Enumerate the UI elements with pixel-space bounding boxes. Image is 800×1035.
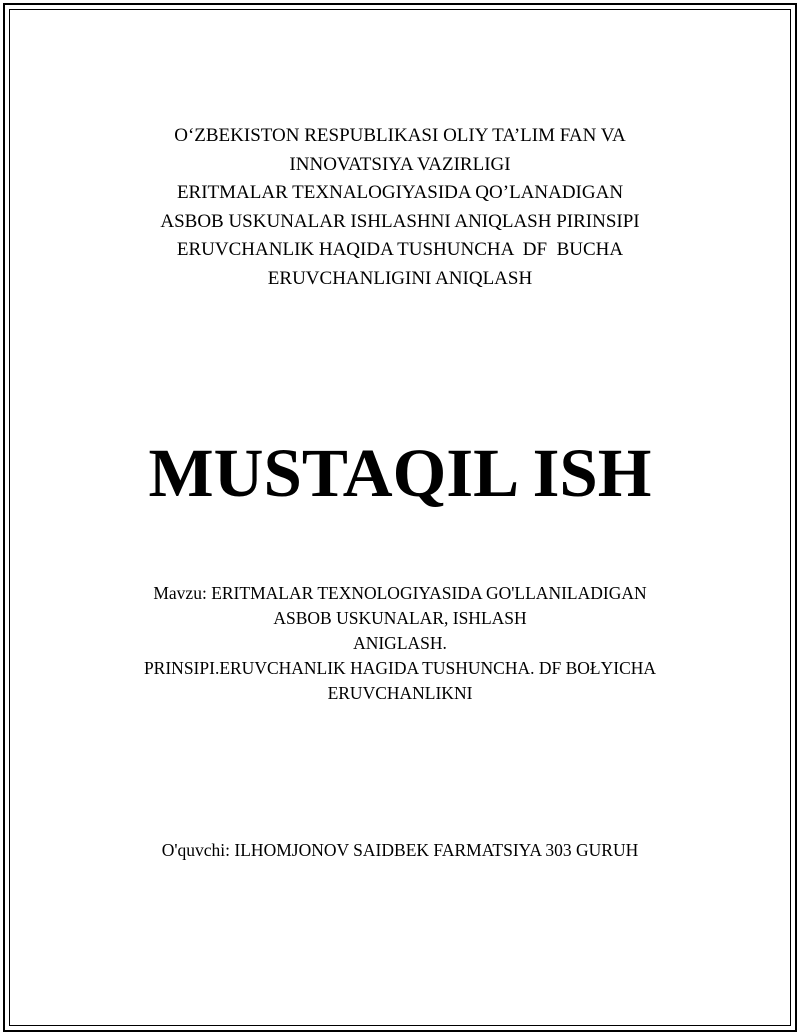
document-title: MUSTAQIL ISH xyxy=(148,435,652,511)
student-info: O'quvchi: ILHOMJONOV SAIDBEK FARMATSIYA 303 GURUH xyxy=(161,840,639,860)
header-line: O‘ZBEKISTON RESPUBLIKASI OLIY TA’LIM FAN VA xyxy=(174,125,626,146)
header-line: ERUVCHANLIGINI ANIQLASH xyxy=(267,267,533,289)
topic-line: Mavzu: ERITMALAR TEXNOLOGIYASIDA GO'LLANILADIGAN xyxy=(153,583,647,603)
topic-line: PRINSIPI.ERUVCHANLIK HAGIDA TUSHUNCHA. DF BOŁYICHA xyxy=(143,658,657,678)
header-line: ERITMALAR TEXNALOGIYASIDA QO’LANADIGAN xyxy=(176,182,624,203)
header-line: ERUVCHANLIK HAQIDA TUSHUNCHA DF BUCHA xyxy=(176,239,624,260)
header-line: INNOVATSIYA VAZIRLIGI xyxy=(289,153,511,175)
ministry-header xyxy=(0,122,800,293)
header-line: ASBOB USKUNALAR ISHLASHNI ANIQLASH PIRINSIPI xyxy=(160,210,640,232)
topic-line: ASBOB USKUNALAR, ISHLASH xyxy=(273,608,527,628)
topic-line: ANIGLASH. xyxy=(353,633,447,653)
topic-block xyxy=(0,581,800,706)
topic-line: ERUVCHANLIKNI xyxy=(327,683,473,703)
